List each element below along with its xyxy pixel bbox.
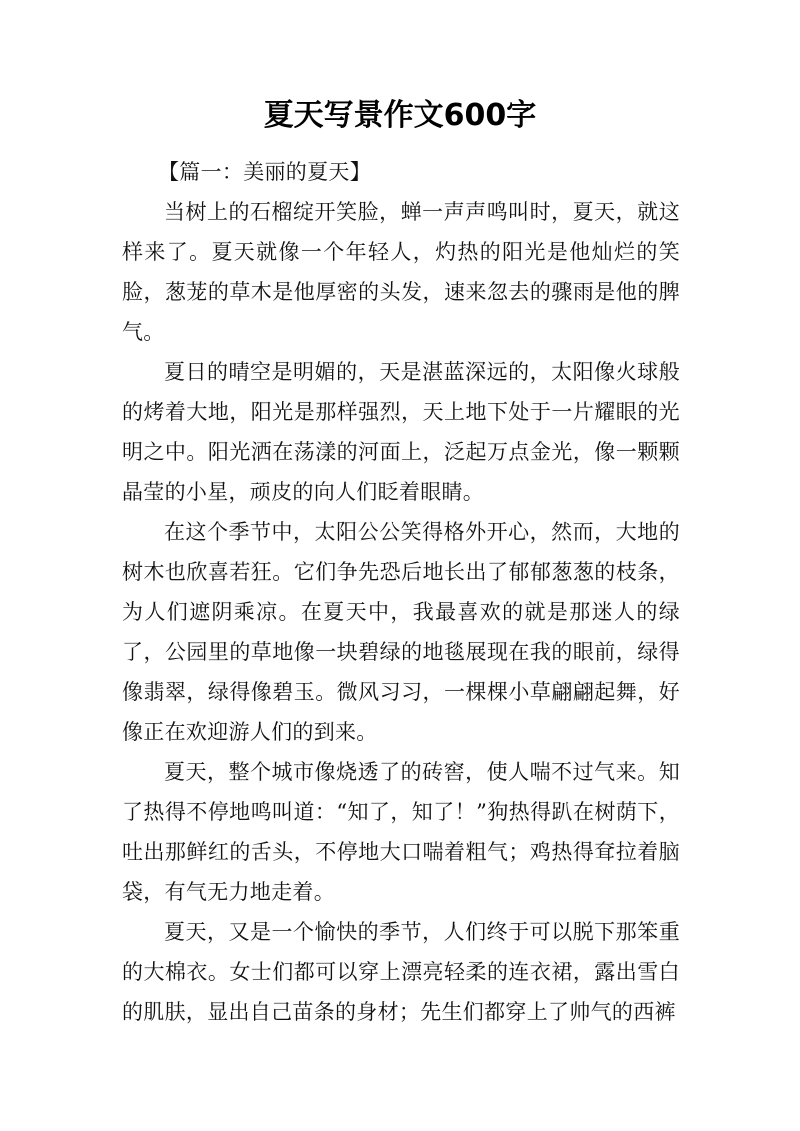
paragraph-4: 夏天，整个城市像烧透了的砖窖，使人喘不过气来。知了热得不停地鸣叫道：“知了，知了！”狗热得趴在树荫下，吐出那鲜红的舌头，不停地大口喘着粗气；鸡热得耷拉着脑袋，有气无力地走着。 bbox=[122, 760, 680, 904]
section-heading: 【篇一：美丽的夏天】 bbox=[158, 160, 371, 184]
paragraph-5: 夏天，又是一个愉快的季节，人们终于可以脱下那笨重的大棉衣。女士们都可以穿上漂亮轻柔的连衣裙，露出雪白的肌肤，显出自己苗条的身材；先生们都穿上了帅气的西裤 bbox=[122, 920, 680, 1024]
paragraph-1: 当树上的石榴绽开笑脸，蝉一声声鸣叫时，夏天，就这样来了。夏天就像一个年轻人，灼热的阳光是他灿烂的笑脸，葱茏的草木是他厚密的头发，速来忽去的骤雨是他的脾气。 bbox=[122, 200, 680, 344]
document-body bbox=[122, 152, 680, 1032]
paragraph-3: 在这个季节中，太阳公公笑得格外开心，然而，大地的树木也欣喜若狂。它们争先恐后地长出了郁郁葱葱的枝条，为人们遮阴乘凉。在夏天中，我最喜欢的就是那迷人的绿了，公园里的草地像一块碧绿的地毯展现在我的眼前，绿得像翡翠，绿得像碧玉。微风习习，一棵棵小草翩翩起舞，好像正在欢迎游人们的到来。 bbox=[122, 520, 680, 744]
paragraph-2: 夏日的晴空是明媚的，天是湛蓝深远的，太阳像火球般的烤着大地，阳光是那样强烈，天上地下处于一片耀眼的光明之中。阳光洒在荡漾的河面上，泛起万点金光，像一颗颗晶莹的小星，顽皮的向人们眨着眼睛。 bbox=[122, 360, 680, 504]
document-title: 夏天写景作文600字 bbox=[263, 98, 537, 133]
